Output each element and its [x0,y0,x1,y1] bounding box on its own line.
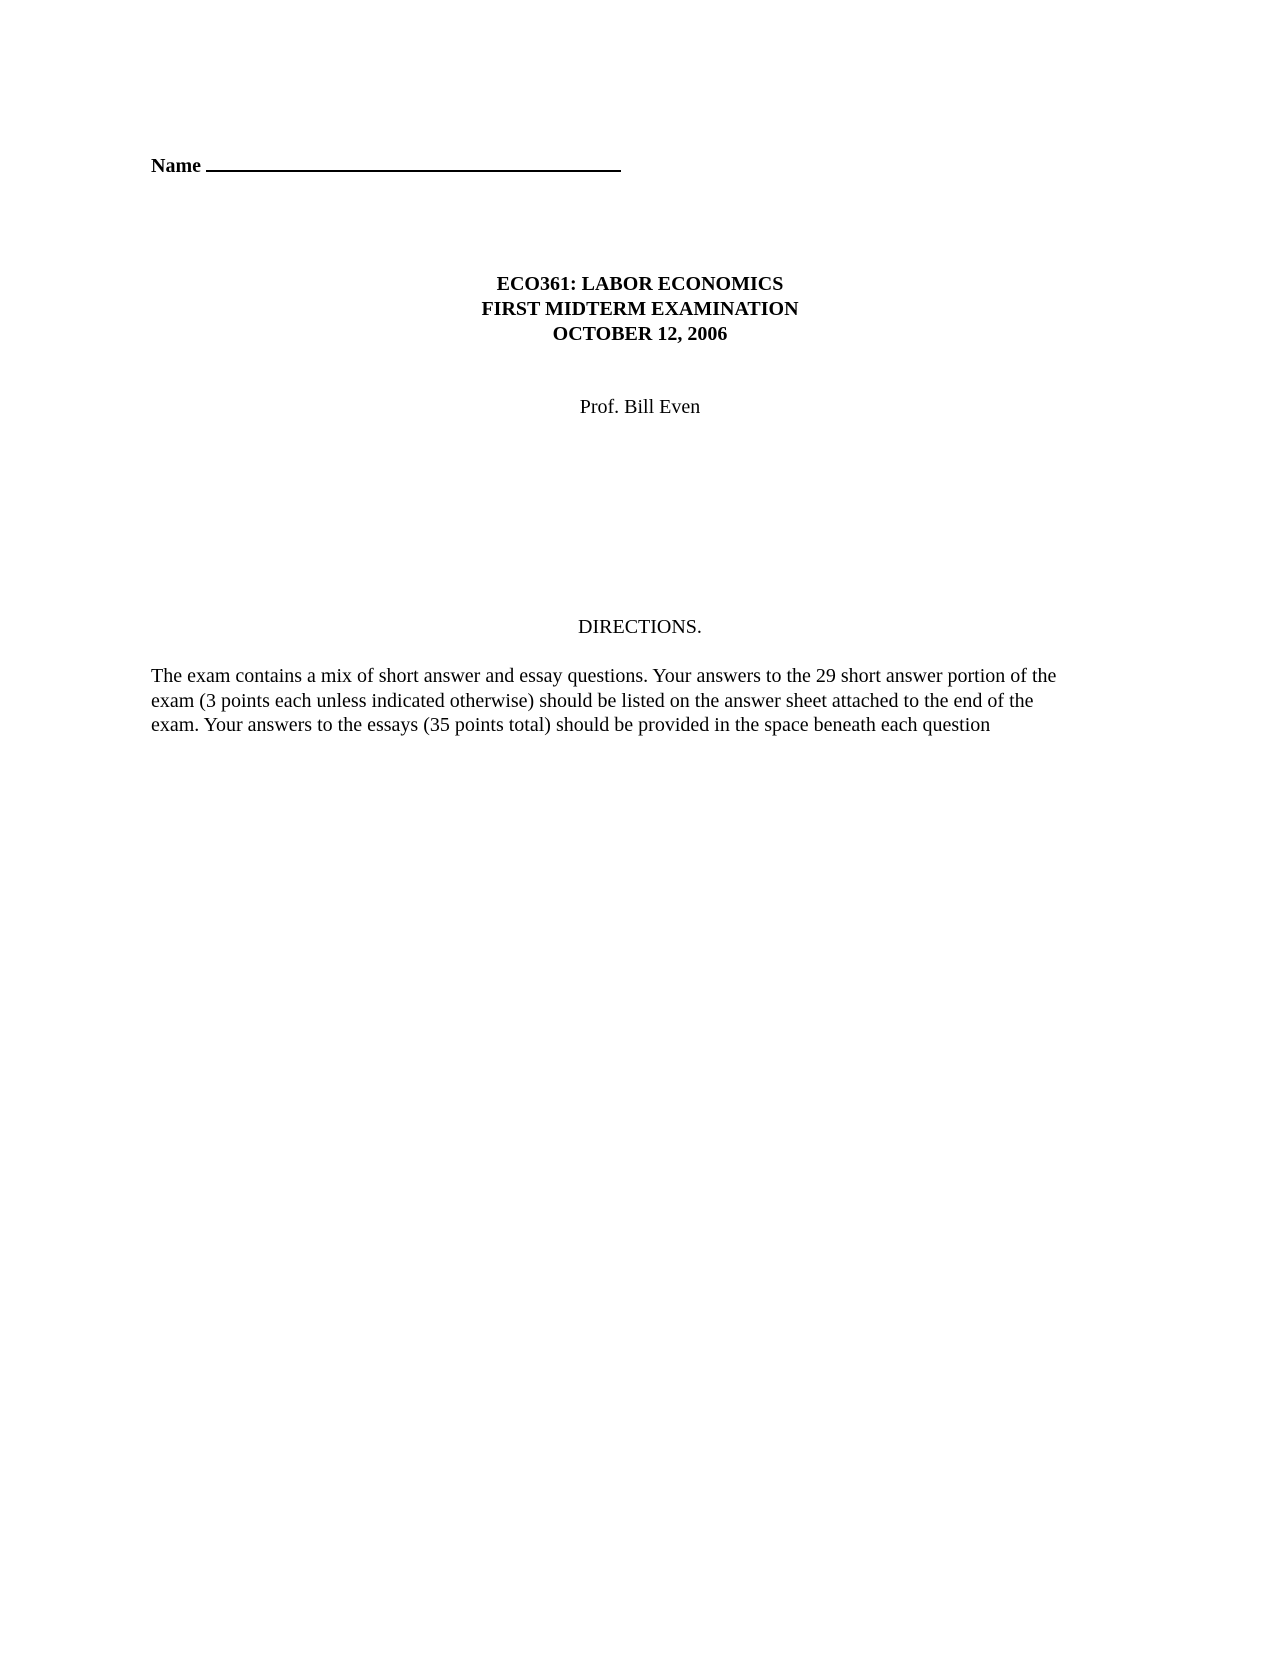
name-label: Name [151,155,201,177]
exam-title-block [0,272,1280,347]
directions-paragraph [151,664,1141,738]
directions-heading: DIRECTIONS. [578,616,702,638]
directions-line: exam (3 points each unless indicated otherwise) should be listed on the answer sheet attached to the end of the [151,689,1034,712]
exam-date: OCTOBER 12, 2006 [552,323,728,345]
name-blank-line [206,150,621,172]
directions-line: exam. Your answers to the essays (35 points total) should be provided in the space beneath each question [151,714,991,736]
directions-line: The exam contains a mix of short answer and essay questions. Your answers to the 29 short answer portion of the [151,665,1057,687]
name-field [151,150,621,178]
exam-title: FIRST MIDTERM EXAMINATION [481,298,799,320]
professor-name: Prof. Bill Even [579,396,701,418]
course-title: ECO361: LABOR ECONOMICS [496,273,784,295]
